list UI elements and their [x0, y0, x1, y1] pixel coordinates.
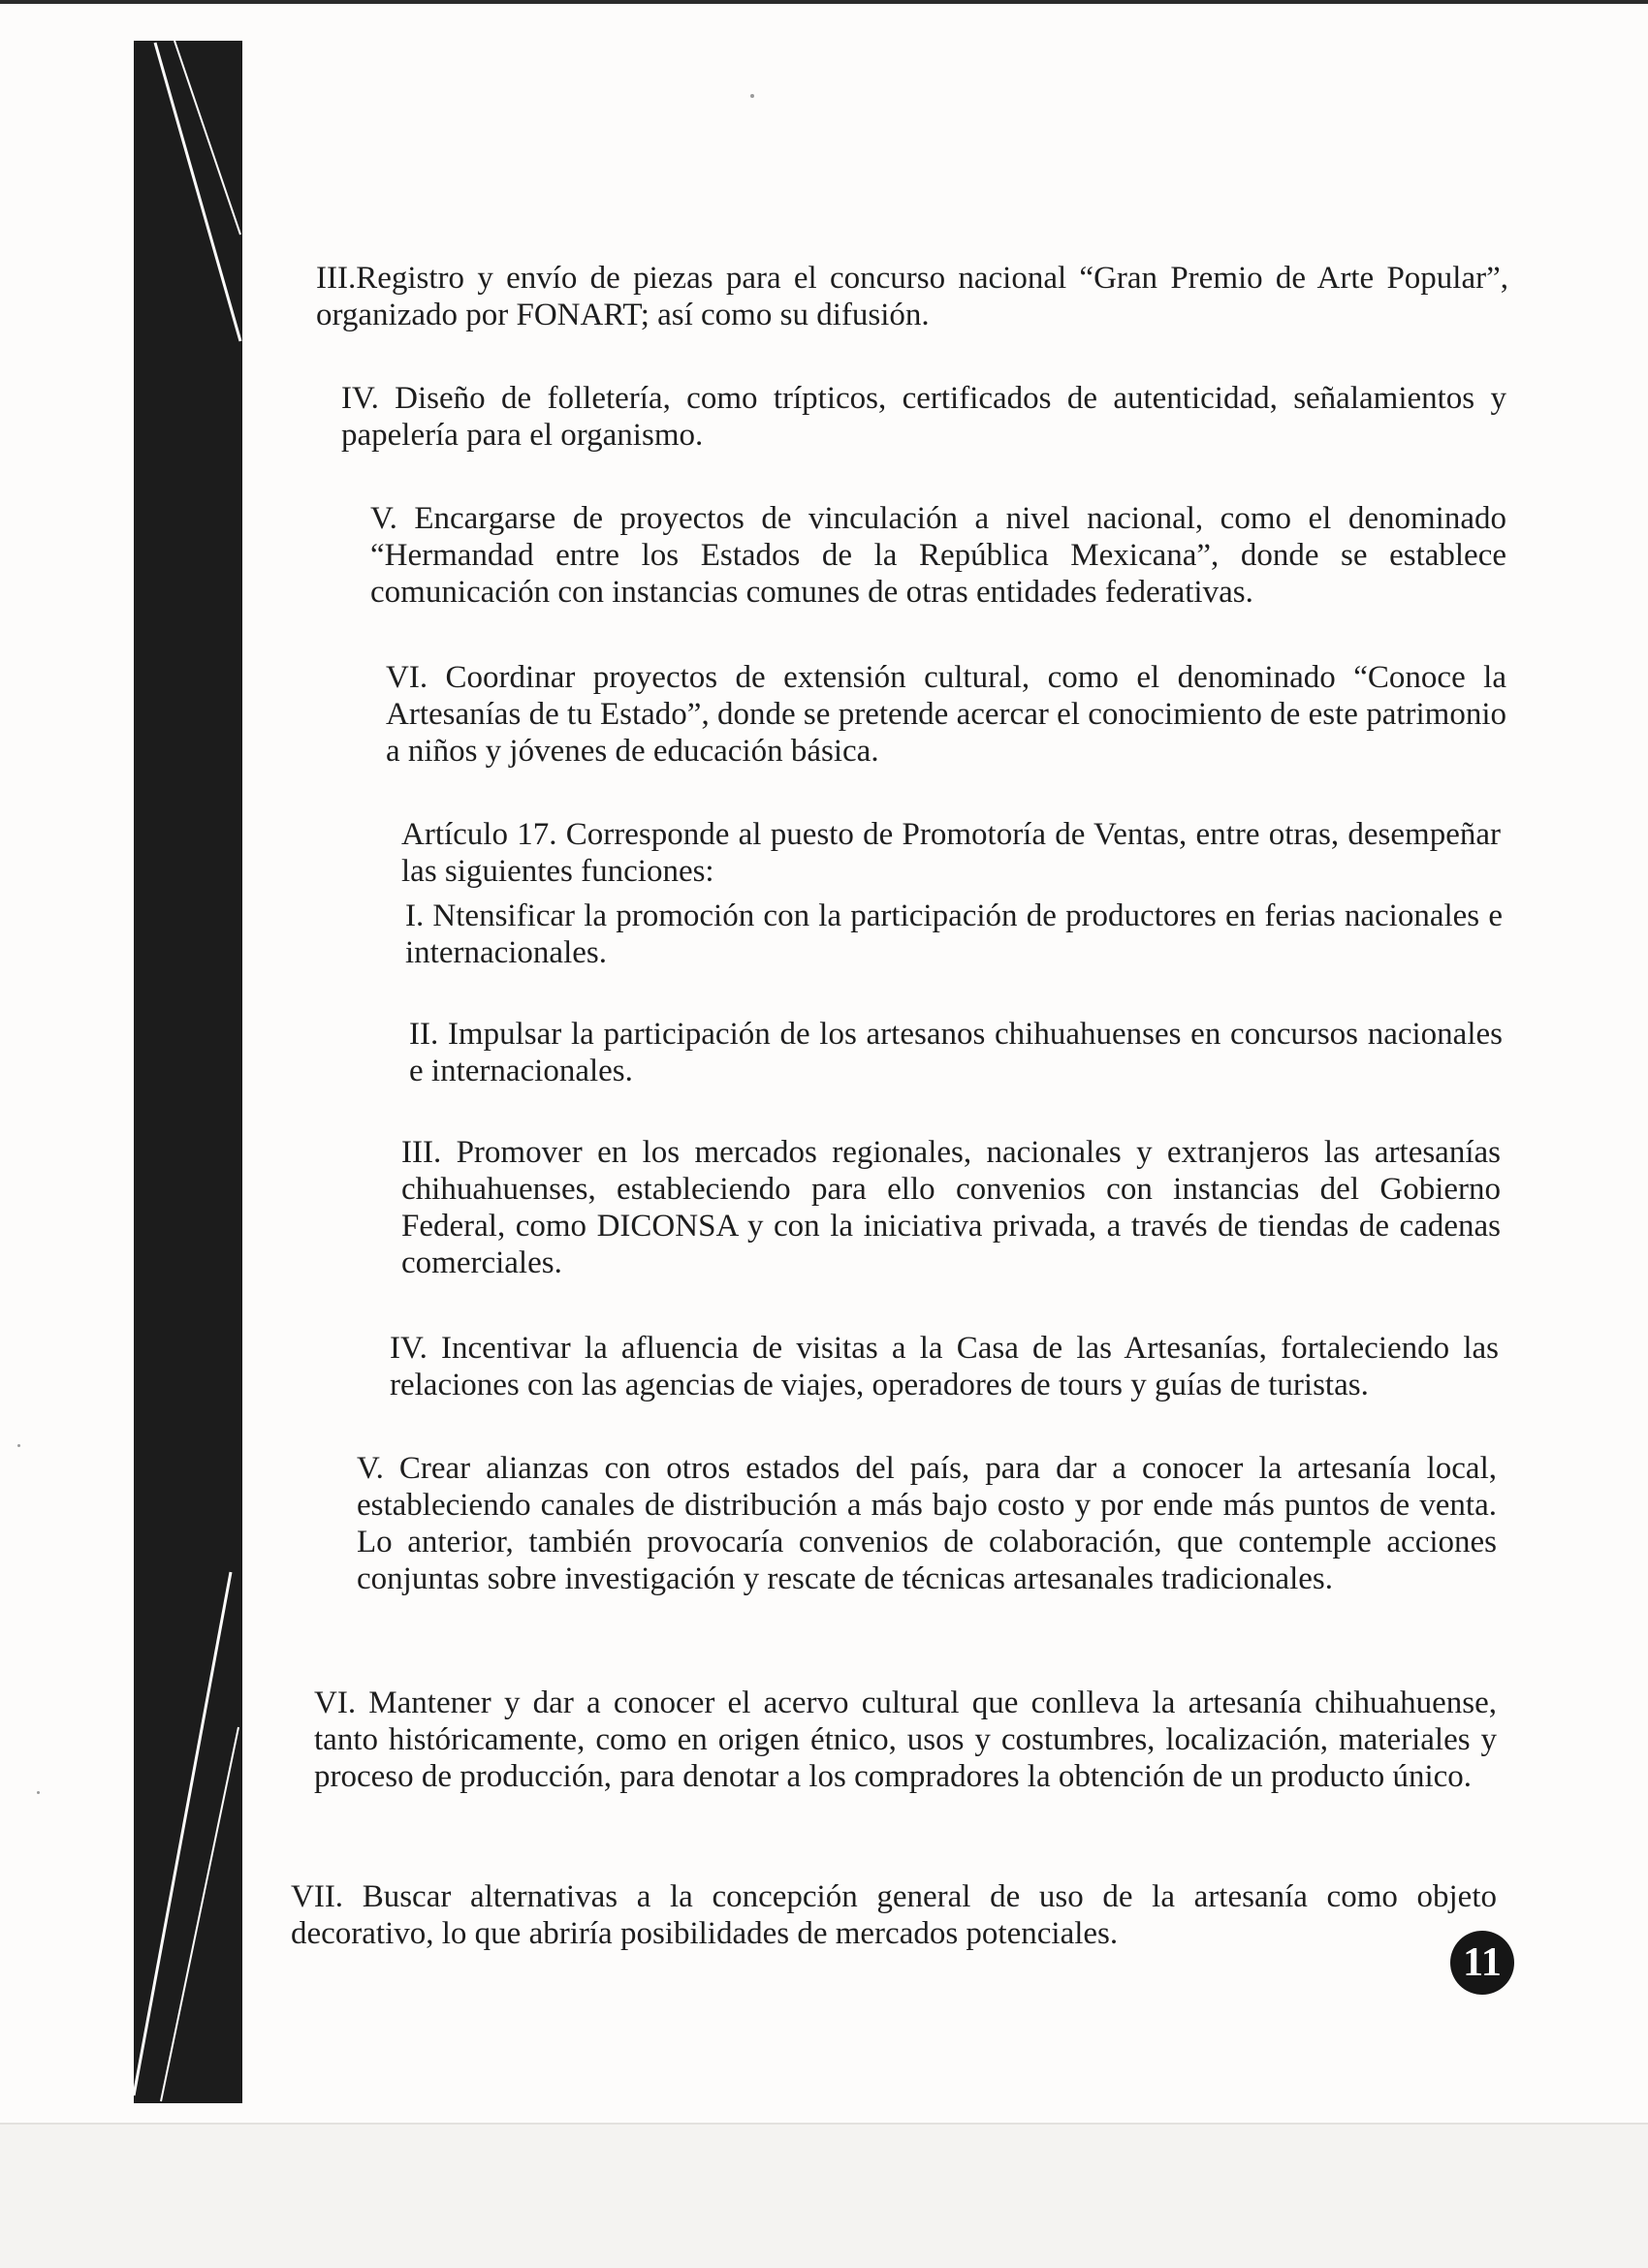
scan-speck [750, 94, 754, 98]
paragraph-vii-buscar: VII. Buscar alternativas a la concepción general de uso de la artesanía como objeto decorativo, lo que abriría posibilidades de mercados potenciales. [291, 1879, 1497, 1951]
page-top-edge [0, 0, 1648, 4]
scan-speck [37, 1791, 40, 1794]
scan-bottom-margin [0, 2123, 1648, 2268]
article-17-heading: Artículo 17. Corresponde al puesto de Promotoría de Ventas, entre otras, desempeñar las siguientes funciones: [401, 817, 1501, 889]
paragraph-vi-mantener: VI. Mantener y dar a conocer el acervo cultural que conlleva la artesanía chihuahuense, tanto históricamente, como en origen étnico, usos y costumbres, localización, materiales y proceso de producción, para denotar a los compradores la obtención de un producto único. [314, 1685, 1497, 1794]
paragraph-iii-promover: III. Promover en los mercados regionales, nacionales y extranjeros las artesanías chihuahuenses, estableciendo para ello convenios con instancias del Gobierno Federal, como DICONSA y con la iniciativa privada, a través de tiendas de cadenas comerciales. [401, 1135, 1501, 1280]
paragraph-iv-diseno: IV. Diseño de folletería, como trípticos, certificados de autenticidad, señalamientos y papelería para el organismo. [341, 381, 1506, 453]
paragraph-ii-impulsar: II. Impulsar la participación de los artesanos chihuahuenses en concursos nacionales e internacionales. [409, 1017, 1503, 1088]
paragraph-iii-registro: III.Registro y envío de piezas para el concurso nacional “Gran Premio de Arte Popular”, organizado por FONART; así como su difusión. [316, 261, 1508, 332]
paragraph-i-ntensificar: I. Ntensificar la promoción con la participación de productores en ferias nacionales e internacionales. [405, 898, 1503, 970]
paragraph-iv-incentivar: IV. Incentivar la afluencia de visitas a la Casa de las Artesanías, fortaleciendo las relaciones con las agencias de viajes, operadores de tours y guías de turistas. [390, 1331, 1499, 1402]
decorative-sidebar-band [134, 41, 242, 2103]
paragraph-vi-coordinar: VI. Coordinar proyectos de extensión cultural, como el denominado “Conoce la Artesanías de tu Estado”, donde se pretende acercar el conocimiento de este patrimonio a niños y jóvenes de educación básica. [386, 660, 1506, 769]
paragraph-v-crear-alianzas: V. Crear alianzas con otros estados del país, para dar a conocer la artesanía local, estableciendo canales de distribución a más bajo costo y por ende más puntos de venta. Lo anterior, también provocaría convenios de colaboración, que contemple acciones conjuntas sobre investigación y rescate de técnicas artesanales tradicionales. [357, 1451, 1497, 1596]
page-number-badge: 11 [1450, 1931, 1514, 1995]
paragraph-v-encargarse: V. Encargarse de proyectos de vinculación a nivel nacional, como el denominado “Hermandad entre los Estados de la República Mexicana”, donde se establece comunicación con instancias comunes de otras entidades federativas. [370, 501, 1506, 610]
scan-speck [17, 1444, 20, 1447]
